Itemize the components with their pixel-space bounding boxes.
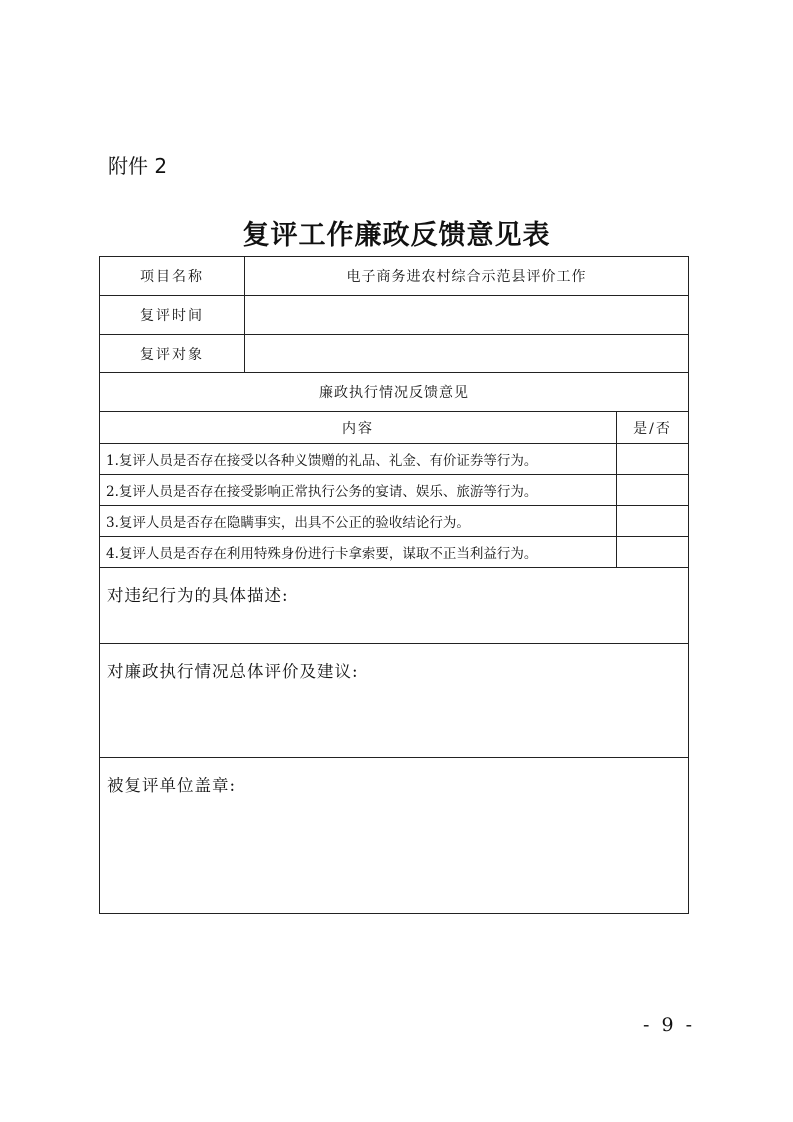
row-violation-desc bbox=[100, 568, 689, 644]
table-row bbox=[100, 537, 689, 568]
attachment-label: 附件 2 bbox=[108, 154, 168, 178]
review-time-label: 复评时间 bbox=[100, 296, 245, 335]
project-name-label: 项目名称 bbox=[100, 257, 245, 296]
review-object-value[interactable] bbox=[245, 335, 689, 373]
yes-no-header: 是/否 bbox=[617, 412, 689, 444]
item-answer-cell[interactable] bbox=[617, 506, 689, 537]
row-section-title bbox=[100, 373, 689, 412]
seal-field[interactable]: 被复评单位盖章: bbox=[100, 758, 689, 914]
row-seal bbox=[100, 758, 689, 914]
page-number: - 9 - bbox=[642, 1014, 695, 1036]
section-title: 廉政执行情况反馈意见 bbox=[100, 373, 689, 412]
table-row bbox=[100, 506, 689, 537]
row-column-headers bbox=[100, 412, 689, 444]
row-review-time bbox=[100, 296, 689, 335]
table-row bbox=[100, 444, 689, 475]
item-answer-cell[interactable] bbox=[617, 537, 689, 568]
item-answer-cell[interactable] bbox=[617, 444, 689, 475]
review-time-value[interactable] bbox=[245, 296, 689, 335]
content-header: 内容 bbox=[100, 412, 617, 444]
row-review-object bbox=[100, 335, 689, 373]
item-answer-cell[interactable] bbox=[617, 475, 689, 506]
violation-desc-field[interactable]: 对违纪行为的具体描述: bbox=[100, 568, 689, 644]
item-text: 4.复评人员是否存在利用特殊身份进行卡拿索要，谋取不正当利益行为。 bbox=[100, 537, 617, 568]
row-project-name bbox=[100, 257, 689, 296]
review-object-label: 复评对象 bbox=[100, 335, 245, 373]
item-text: 2.复评人员是否存在接受影响正常执行公务的宴请、娱乐、旅游等行为。 bbox=[100, 475, 617, 506]
table-row bbox=[100, 475, 689, 506]
row-overall-eval bbox=[100, 644, 689, 758]
project-name-value[interactable]: 电子商务进农村综合示范县评价工作 bbox=[245, 257, 689, 296]
form-title: 复评工作廉政反馈意见表 bbox=[242, 220, 551, 251]
overall-eval-field[interactable]: 对廉政执行情况总体评价及建议: bbox=[100, 644, 689, 758]
item-text: 3.复评人员是否存在隐瞒事实，出具不公正的验收结论行为。 bbox=[100, 506, 617, 537]
item-text: 1.复评人员是否存在接受以各种义馈赠的礼品、礼金、有价证券等行为。 bbox=[100, 444, 617, 475]
feedback-form-table bbox=[99, 256, 689, 914]
